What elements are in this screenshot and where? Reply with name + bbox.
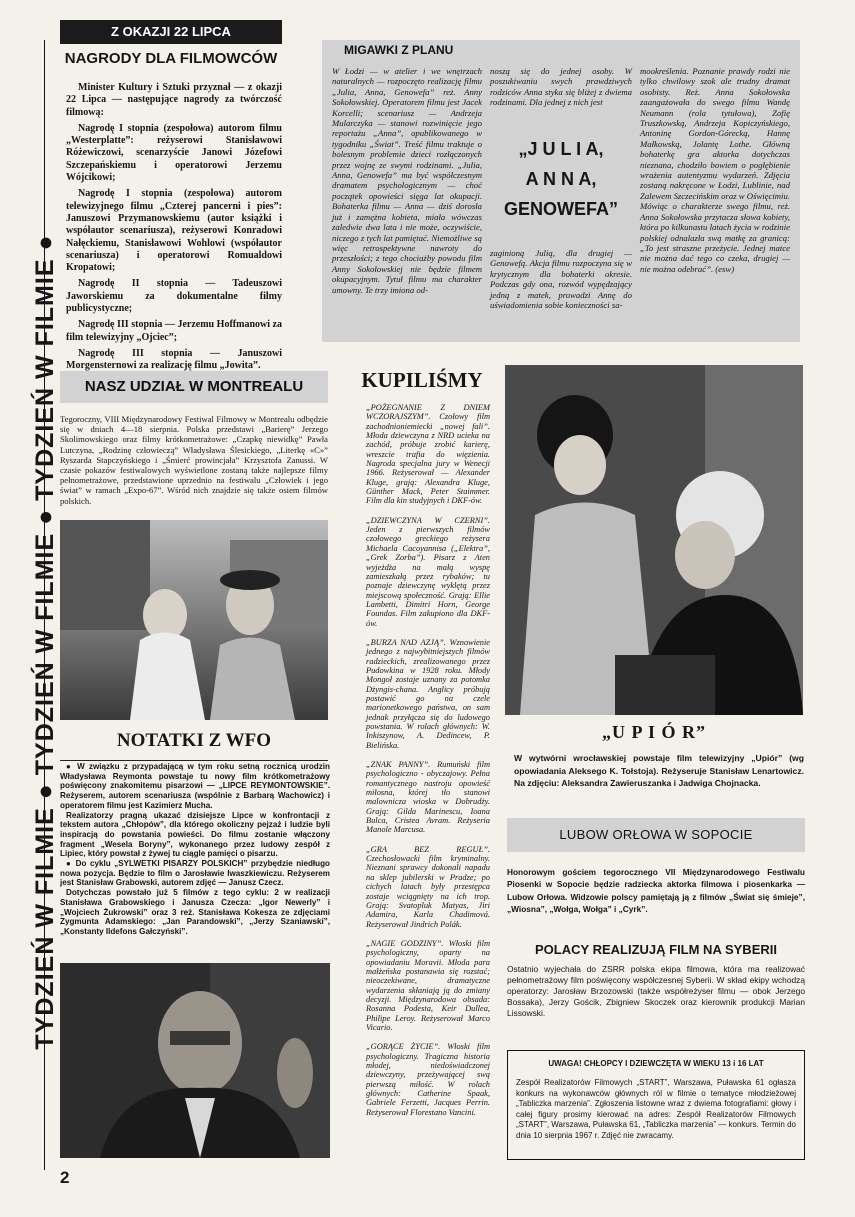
orlova-title: LUBOW ORŁOWA W SOPOCIE (507, 818, 805, 852)
uwaga-body: Zespół Realizatorów Filmowych „START”, Warszawa, Puławska 61 ogłasza konkurs na wykonawców głównych ról w filmie o tematyce młodzieżowej „Tabliczka marzenia”. Zgłoszenia listowne wraz z dwiema fotografiami: głowy i całej figury prosimy kierować na adres: Zespół Realizatorów Filmowych „START”, Warszawa, Puławska 61, „Tabliczka marzenia” — konkurs. Termin do dnia 10 sierpnia 1967 r. Zdjęć nie zwracamy. (516, 1078, 796, 1140)
vertical-strip-text: TYDZIEŃ W FILMIE ● TYDZIEŃ W FILMIE ● TYDZIEŃ W FILMIE ● (31, 234, 59, 1050)
migawki-quote (490, 134, 632, 224)
quote-line-1: „J U L I A, (518, 139, 604, 159)
upior-caption: W wytwórni wrocławskiej powstaje film telewizyjny „Upiór” (wg opowiadania Aleksego K. Tołstoja). Reżyseruje Stanisław Lenartowicz. Na zdjęciu: Aleksandra Zawieruszanka i Jadwiga Chojnacka. (514, 753, 804, 788)
notatki-title: NOTATKI Z WFO (116, 730, 272, 751)
page-number: 2 (60, 1168, 70, 1187)
vertical-section-strip (10, 40, 59, 1170)
kupilismy-body (366, 403, 490, 1127)
migawki-col1: W Łodzi — w atelier i we wnętrzach naturalnych — rozpoczęto realizację filmu „Julia, Anna, Genowefa” reż. Anny Sokołowskiej. Operatorem filmu jest Jacek Korcelli; scenariusz — Andrzeja Mularczyka — stanowi rozwinięcie jego reportażu „Anna”, opublikowanego w tygodniku „Świat”. Treść filmu traktuje o bolesnym problemie dzieci rozłączonych przez wojnę ze swymi rodzinami. „Julia, Anna, Genowefa” ma być współczesnym dramatem psychologicznym — choć początek opowieści sięga lat okupacji. Bohaterka filmu — Anna — dziś dorosła już i zamężna kobieta, miała wówczas zaledwie dwa lata i nie może, oczywiście, niczego z tych lat pamiętać. Niemożliwe są więc retrospektywne nawroty do przeszłości; z tego chociażby powodu film Anny Sokołowskiej nie będzie filmem okupacyjnym. Tytuł filmu ma charakter umowny. Te trzy imiona od- (332, 66, 482, 295)
prizes-body (66, 82, 282, 377)
purchased-film-entry: „GORĄCE ŻYCIE”. Włoski film psychologiczny. Tragiczna historia młodej, niedoświadczonej dziewczyny, przeżywającej swą pierwszą miłość. W rolach głównych: Catherine Spaak, Gabriele Ferzetti, Jacques Perrin. Reżyserował Florestano Vancini. (366, 1042, 490, 1117)
upior-photo-graphic (505, 365, 803, 715)
prize-paragraph: Nagrodę II stopnia — Tadeuszowi Jaworskiemu za dokumentalne filmy publicystyczne; (66, 278, 282, 315)
migawki-box (322, 60, 800, 342)
migawki-col3: mookreślenia. Poznanie prawdy rodzi nie tylko chwilowy szok ale trudny dramat osobisty. Reż. Anna Sokołowska zaangażowała do swego filmu Wandę Neumann (rola tytułowa), Zofię Truszkowską, Andrzeja Kopiczyńskiego, Antoninę Gordon-Górecką, Hannę Małkowską, Jolantę Lothe. Główną bohaterkę gra aktorka dotychczas nieznana, chodziło bowiem o pogłębienie wrażenia autentyzmu wydarzeń. Zdjęcia zostaną nakręcone w Łodzi, Lublinie, nad Zalewem Szczecińskim oraz w Oświęcimiu. Mówiąc o charakterze swego filmu, reż. Anna Sokołowska przytacza słowa kobiety, która po kilkunastu latach życia w rodzinie polskiej odnalazła swą matkę za granicą: „To jest straszne przeżycie. Jednej matce nie można dać tego co czeka, drugiej — nie można odebrać”. (esw) (640, 66, 790, 274)
prizes-title: NAGRODY DLA FILMOWCÓW (64, 50, 278, 67)
prize-paragraph: Nagrodę I stopnia (zespołowa) autorom filmu „Westerplatte”: reżyserowi Stanisławowi Różewiczowi, scenarzyście Janowi Józefowi Szczepańskiemu i operatorowi Jerzemu Wójcikowi; (66, 122, 282, 184)
purchased-film-entry: „GRA BEZ REGUŁ”. Czechosłowacki film kryminalny. Nieznani sprawcy dokonali napadu na sklep jubilerski w Pradze; po cichych latach były przestępca zostaje wciągnięty na ich trop. Grają: Svatopluk Matyas, Jiri Adamira, Karla Chadimová. Reżyserował Jindrich Polák. (366, 844, 490, 929)
upior-title: „U P I Ó R” (601, 722, 706, 742)
portrait-photo (60, 963, 330, 1158)
prizes-kicker: Z OKAZJI 22 LIPCA (60, 20, 282, 44)
purchased-film-entry: „POŻEGNANIE Z DNIEM WCZORAJSZYM”. Czołowy film zachodnioniemiecki „nowej fali”. Młoda dziewczyna z NRD ucieka na zachód, próbuje zrobić karierę, wreszcie trafia do więzienia. Nagroda specjalna jury w Wenecji 1966. Reżyserował — Alexander Kluge, grają: Alexandra Kluge, Günther Mack, Peter Staimmer. Film dla kin studyjnych i DKF-ów. (366, 403, 490, 506)
purchased-film-entry: „BURZA NAD AZJĄ”. Wznowienie jednego z najwybitniejszych filmów radzieckich, zrealizowanego przez Pudowkina w 1928 roku. Młody Mongoł zostaje uznany za potomka Dżyngis-chana. Anglicy próbują postawić go na czele marionetkowego państwa, on sam jednak przyłącza się do ludowego powstania. W rolach głównych: W. Inkiszynow, A. Dedincew, P. Bielińska. (366, 637, 490, 750)
notatki-paragraph: Dotychczas powstało już 5 filmów z tego cyklu: 2 w realizacji Stanisława Grabowskiego i Janusza Czecza: „Igor Newerly” i „Wojciech Żukrowski” oraz 3 reż. Stanisława Kokesza ze zdjęciami Zygmunta Adamskiego: „Jan Parandowski”, „Jerzy Szaniawski”, „Konstanty Ildefons Gałczyński”. (60, 888, 330, 936)
montreal-body: Tegoroczny, VIII Międzynarodowy Festiwal Filmowy w Montrealu odbędzie się w dniach 4—18 sierpnia. Polska przedstawi „Barierę” Jerzego Skolimowskiego oraz filmy krótkometrażowe: „Czapkę niewidkę” Pawła Lutczyna, „Rodzinę człowieczą” Władysława Ślesickiego, „Literkę «C»” Ryszarda Stapczyńskiego i „Śmierć prowincjała” Krzysztofa Zanussi. W czasie pokazów festiwalowych wyświetlone zostaną także najlepsze filmy pełnometrażowe, przedstawione uprzednio na festiwalu „Człowiek i jego świat” w ramach „Expo-67”. Wśród nich znajdzie się także osiem filmów polskich. (60, 414, 328, 506)
orlova-body: Honorowym gościem tegorocznego VII Międzynarodowego Festiwalu Piosenki w Sopocie będzie radziecka aktorka filmowa i piosenkarka — Lubow Orłowa. Widzowie polscy pamiętają ją z filmów „Świat się śmieje”, „Wiosna”, „Wołga, Wołga” i „Cyrk”. (507, 867, 805, 914)
notatki-paragraph: ● W związku z przypadającą w tym roku setną rocznicą urodzin Władysława Reymonta powstaje tu nowy film krótkometrażowy poświęcony znakomitemu pisarzowi — „LIPCE REYMONTOWSKIE”. Reżyserem, autorem scenariusza (wspólnie z Barbarą Wachowicz) i operatorem filmu jest Kazimierz Mucha. (60, 762, 330, 810)
prize-paragraph: Minister Kultury i Sztuki przyznał — z okazji 22 Lipca — następujące nagrody za twórczość filmową: (66, 82, 282, 118)
migawki-header: MIGAWKI Z PLANU (322, 40, 800, 60)
portrait-photo-graphic (60, 963, 330, 1158)
upior-photo (505, 365, 803, 715)
purchased-film-entry: „NAGIE GODZINY”. Włoski film psychologiczny, oparty na opowiadaniu Moravii. Młoda para małżeńska postanawia się rozstać; nieoczekiwane, dramatyczne wydarzenia skłaniają ją do zmiany decyzji. Międzynarodowa obsada: Rosanna Podesta, Keir Dullea, Philipe Leroy. Reżyserował Marco Vicario. (366, 938, 490, 1032)
uwaga-title: UWAGA! CHŁOPCY I DZIEWCZĘTA W WIEKU 13 i 16 LAT (548, 1059, 764, 1068)
migawki-col2a: noszą się do jednej osoby. W poszukiwaniu swych prawdziwych rodziców Anna styka się bliżej z dwiema rodzinami. Dla jednej z nich jest (490, 66, 632, 108)
quote-line-2: A N N A, (525, 169, 597, 189)
prize-paragraph: Nagrodę I stopnia (zespołowa) autorom telewizyjnego filmu „Czterej pancerni i pies”: Januszowi Przymanowskiemu (autor książki i współautor scenariusza), reżyserowi Konradowi Nałęckiemu, Stanisławowi Wohlowi (współautor scenariusza) i operatorowi Romualdowi Kropatowi; (66, 188, 282, 274)
notatki-paragraph: Realizatorzy pragną ukazać dzisiejsze Lipce w konfrontacji z tekstem autora „Chłopów”, dla którego okoliczny pejzaż i ludzie byli inspiracją do powstania powieści. Do filmu zostanie włączony fragment „Wesela Boryny”, wykonanego przez ludowy zespół z Lipiec, który powstał z żywej tu ciągle pamięci o pisarzu. (60, 810, 330, 859)
notatki-body (60, 762, 330, 937)
migawki-col2b: zaginioną Julią, dla drugiej — Genowefą. Akcja filmu rozpoczyna się w krytycznym dla bohaterki okresie. Podczas gdy ona, rozwód wypędzający jedną z matek, prowadzi Annę do uświadomienia sobie konieczności sa- (490, 248, 632, 311)
uwaga-box (507, 1050, 805, 1160)
kupilismy-title: KUPILIŚMY (361, 368, 483, 392)
folk-costume-photo (60, 520, 328, 720)
purchased-film-entry: „DZIEWCZYNA W CZERNI”. Jeden z pierwszych filmów czołowego greckiego reżysera Michaela Cacoyannisa („Elektra”, „Grek Zorba”). Pisarz z Aten wyjeżdża na małą wyspę zamieszkałą przez rybaków; tu poznaje dziewczynę wyklętą przez miejscową społeczność. Grają: Ellie Lambetti, Dimitri Horn, George Foundas. Film zakupiono dla DKF-ów. (366, 515, 490, 628)
montreal-title: NASZ UDZIAŁ W MONTREALU (60, 371, 328, 403)
syberia-body: Ostatnio wyjechała do ZSRR polska ekipa filmowa, która ma realizować pełnometrażowy film poświęcony współczesnej Syberii. W skład ekipy wchodzą operatorzy: Jarosław Brzozowski (także współreżyser filmu — obok Jerzego Bossaka), Jerzy Gościk, Zbigniew Skoczek oraz kierownik produkcji Marian Lissowski. (507, 964, 805, 1019)
quote-line-3: GENOWEFA” (503, 199, 618, 219)
prize-paragraph: Nagrodę III stopnia — Januszowi Morgensternowi za realizację filmu „Jowita”. (66, 347, 282, 372)
purchased-film-entry: „ZNAK PANNY”. Rumuński film psychologiczno - obyczajowy. Pełna romantycznego nastroju opowieść miłosna, której tło stanowi malownicza wioska w Dobrudży. Grają: Gilda Marinescu, Ioana Bulca, Cristea Avram. Reżyseria Manole Marcusa. (366, 760, 490, 835)
folk-costume-photo-graphic (60, 520, 328, 720)
prize-paragraph: Nagrodę III stopnia — Jerzemu Hoffmanowi za film telewizyjny „Ojciec”; (66, 319, 282, 343)
notatki-rule (60, 760, 328, 761)
notatki-paragraph: ● Do cyklu „SYLWETKI PISARZY POLSKICH” przybędzie niedługo nowa pozycja. Będzie to film o Jarosławie Iwaszkiewiczu. Reżyserem jest Stanisław Grabowski, autorem zdjęć — Janusz Czecz. (60, 859, 330, 888)
syberia-title: POLACY REALIZUJĄ FILM NA SYBERII (535, 942, 777, 957)
